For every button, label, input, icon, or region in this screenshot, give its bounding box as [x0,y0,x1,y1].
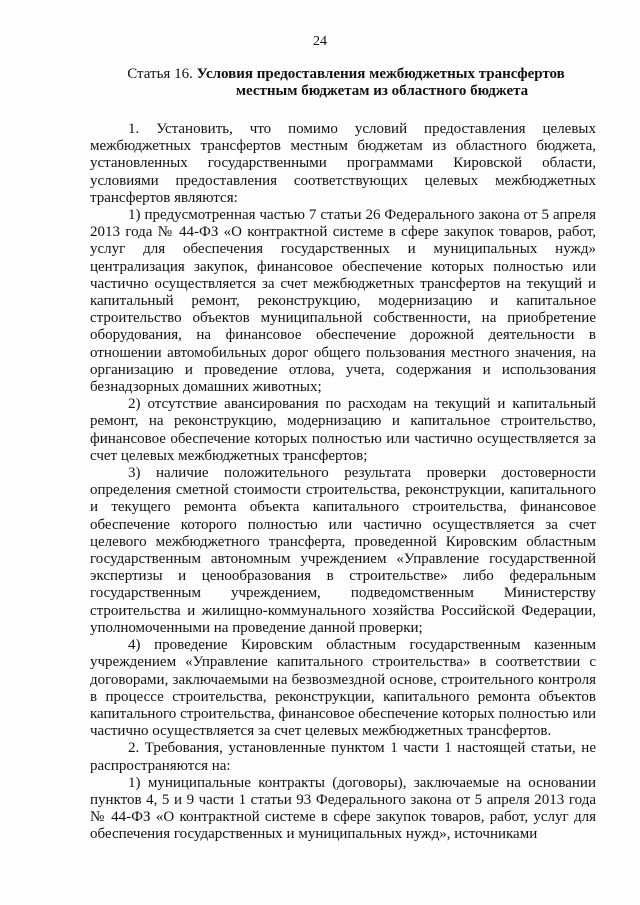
paragraph: 1) предусмотренная частью 7 статьи 26 Федерального закона от 5 апреля 2013 года № 44-ФЗ «О контрактной системе в сфере закупок товаров, работ, услуг для обеспечения государственных и муниципальных нужд» централизация закупок, финансовое обеспечение которых полностью или частично осуществляется за счет межбюджетных трансфертов на текущий и капитальный ремонт, реконструкцию, модернизацию и капитальное строительство объектов муниципальной собственности, на приобретение оборудования, на финансовое обеспечение дорожной деятельности в отношении автомобильных дорог общего пользования местного значения, на организацию и проведение отлова, учета, содержания и использования безнадзорных домашних животных; [90,207,596,396]
article-heading [96,66,596,100]
article-title-part-1: Условия предоставления межбюджетных трансфертов [196,66,565,82]
article-body [90,121,596,844]
paragraph: 3) наличие положительного результата проверки достоверности определения сметной стоимости строительства, реконструкции, капитального и текущего ремонта объекта капитального строительства, финансовое обеспечение которого полностью или частично осуществляется за счет целевого межбюджетного трансферта, проведенной Кировским областным государственным автономным учреждением «Управление государственной экспертизы и ценообразования в строительстве» либо федеральным государственным учреждением, подведомственным Министерству строительства и жилищно-коммунального хозяйства Российской Федерации, уполномоченными на проведение данной проверки; [90,465,596,636]
paragraph: 1. Установить, что помимо условий предоставления целевых межбюджетных трансфертов местным бюджетам из областного бюджета, установленных государственными программами Кировской области, условиями предоставления соответствующих целевых межбюджетных трансфертов являются: [90,121,596,206]
paragraph: 2. Требования, установленные пунктом 1 части 1 настоящей статьи, не распространяются на: [90,740,596,774]
article-number: Статья 16. [127,66,193,82]
paragraph: 2) отсутствие авансирования по расходам на текущий и капитальный ремонт, на реконструкцию, модернизацию и капитальное строительство, финансовое обеспечение которых полностью или частично осуществляется за счет целевых межбюджетных трансфертов; [90,396,596,464]
paragraph: 4) проведение Кировским областным государственным казенным учреждением «Управление капитального строительства» в соответствии с договорами, заключаемыми на безвозмездной основе, строительного контроля в процессе строительства, реконструкции, капитального ремонта объектов капитального строительства, финансовое обеспечение которых полностью или частично осуществляется за счет целевых межбюджетных трансфертов. [90,637,596,740]
article-title-part-2: местным бюджетам из областного бюджета [235,83,529,99]
article-heading-line-1 [96,66,596,83]
paragraph: 1) муниципальные контракты (договоры), заключаемые на основании пунктов 4, 5 и 9 части 1 статьи 93 Федерального закона от 5 апреля 2013 года № 44-ФЗ «О контрактной системе в сфере закупок товаров, работ, услуг для обеспечения государственных и муниципальных нужд», источниками [90,774,596,843]
page-number: 24 [313,34,327,49]
